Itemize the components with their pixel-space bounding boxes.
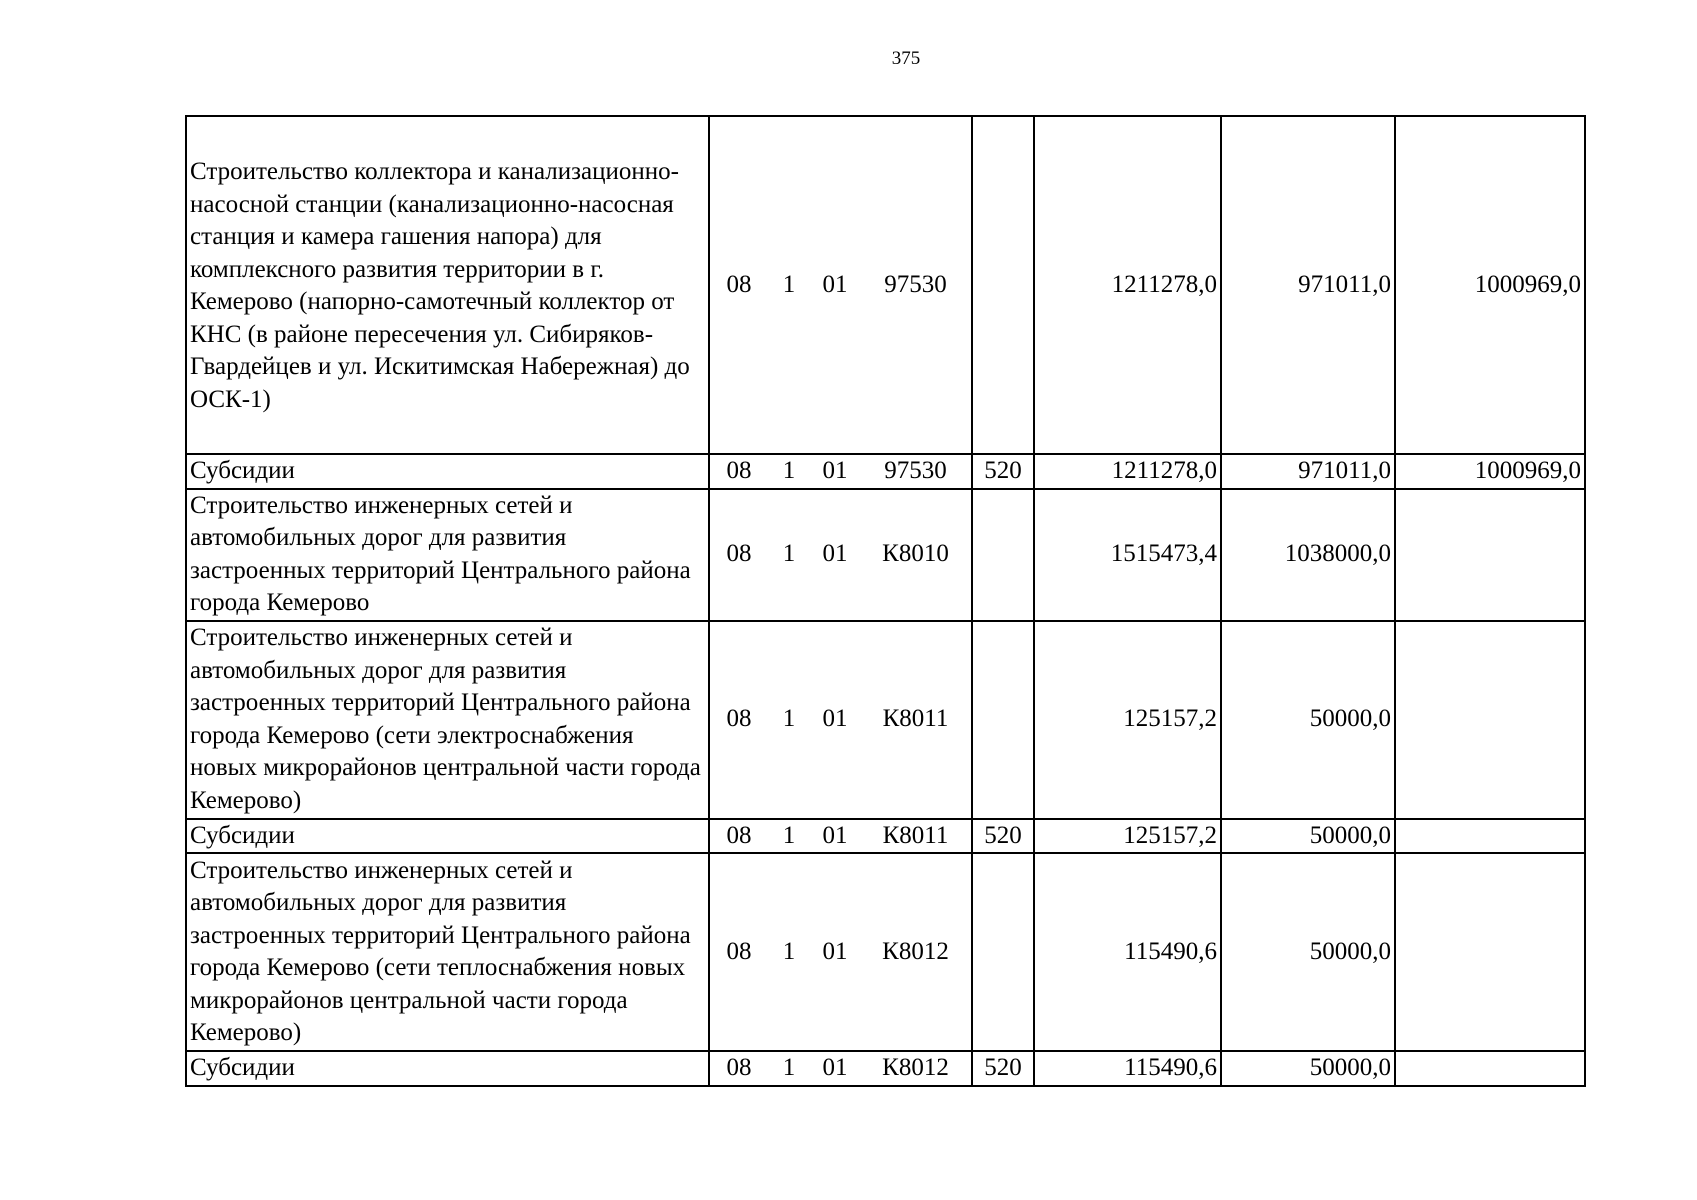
row-name-cell: Субсидии [186,819,709,854]
amount-year-1-cell: 125157,2 [1034,819,1221,854]
table-row [186,1051,1585,1086]
code-subprogram: 01 [822,270,848,298]
row-name-cell: Субсидии [186,454,709,489]
code-subprogram: 01 [822,705,848,733]
row-name-cell: Субсидии [186,1051,709,1086]
code-direction: К8012 [882,1054,949,1081]
classification-code-cell [709,819,972,854]
amount-year-2-cell: 50000,0 [1221,1051,1395,1086]
table-row [186,489,1585,621]
expense-type-cell: 520 [972,1051,1034,1086]
amount-year-2-cell: 971011,0 [1221,116,1395,454]
table-row [186,853,1585,1051]
classification-code-cell [709,1051,972,1086]
code-section: 08 [726,821,752,849]
code-section: 08 [726,457,752,484]
amount-year-3-cell [1395,819,1585,854]
code-section: 08 [726,540,752,568]
amount-year-3-cell [1395,621,1585,819]
code-direction: К8012 [882,937,949,965]
amount-year-3-cell [1395,853,1585,1051]
amount-year-1-cell: 115490,6 [1034,1051,1221,1086]
code-section: 08 [726,937,752,965]
code-program: 1 [782,1054,796,1081]
row-name-cell: Строительство инженерных сетей и автомобильных дорог для развития застроенных территорий Центрального района города Кемерово [186,489,709,621]
code-program: 1 [782,937,796,965]
budget-table [185,115,1586,1087]
amount-year-3-cell [1395,1051,1585,1086]
amount-year-3-cell: 1000969,0 [1395,116,1585,454]
page-number: 375 [891,48,921,69]
classification-code-cell [709,489,972,621]
code-section: 08 [726,705,752,733]
row-name-cell: Строительство коллектора и канализационно-насосной станции (канализационно-насосная станция и камера гашения напора) для комплексного развития территории в г. Кемерово (напорно-самотечный коллектор от КНС (в районе пересечения ул. Сибиряков-Гвардейцев и ул. Искитимская Набережная) до ОСК-1) [186,116,709,454]
amount-year-1-cell: 125157,2 [1034,621,1221,819]
code-section: 08 [726,1054,752,1081]
classification-code-cell [709,853,972,1051]
code-subprogram: 01 [822,540,848,568]
code-subprogram: 01 [822,457,848,484]
code-section: 08 [726,270,752,298]
table-row [186,621,1585,819]
table-row [186,116,1585,454]
amount-year-2-cell: 1038000,0 [1221,489,1395,621]
code-direction: 97530 [884,457,947,484]
amount-year-3-cell: 1000969,0 [1395,454,1585,489]
code-direction: 97530 [884,270,947,298]
table-row [186,819,1585,854]
code-program: 1 [782,540,796,568]
expense-type-cell [972,489,1034,621]
code-subprogram: 01 [822,821,848,849]
classification-code-cell [709,454,972,489]
code-program: 1 [782,270,796,298]
amount-year-2-cell: 50000,0 [1221,853,1395,1051]
classification-code-cell [709,621,972,819]
expense-type-cell [972,853,1034,1051]
table-row [186,454,1585,489]
expense-type-cell: 520 [972,819,1034,854]
amount-year-2-cell: 971011,0 [1221,454,1395,489]
classification-code-cell [709,116,972,454]
expense-type-cell [972,621,1034,819]
amount-year-3-cell [1395,489,1585,621]
amount-year-2-cell: 50000,0 [1221,819,1395,854]
code-direction: К8011 [882,705,949,733]
amount-year-1-cell: 115490,6 [1034,853,1221,1051]
code-subprogram: 01 [822,937,848,965]
amount-year-1-cell: 1211278,0 [1034,454,1221,489]
code-direction: К8011 [882,821,949,849]
row-name-cell: Строительство инженерных сетей и автомобильных дорог для развития застроенных территорий Центрального района города Кемерово (сети электроснабжения новых микрорайонов центральной части города Кемерово) [186,621,709,819]
code-subprogram: 01 [822,1054,848,1081]
amount-year-1-cell: 1211278,0 [1034,116,1221,454]
row-name-cell: Строительство инженерных сетей и автомобильных дорог для развития застроенных территорий Центрального района города Кемерово (сети теплоснабжения новых микрорайонов центральной части города Кемерово) [186,853,709,1051]
code-program: 1 [782,821,796,849]
amount-year-2-cell: 50000,0 [1221,621,1395,819]
code-program: 1 [782,457,796,484]
code-direction: К8010 [882,540,949,568]
code-program: 1 [782,705,796,733]
amount-year-1-cell: 1515473,4 [1034,489,1221,621]
expense-type-cell [972,116,1034,454]
expense-type-cell: 520 [972,454,1034,489]
